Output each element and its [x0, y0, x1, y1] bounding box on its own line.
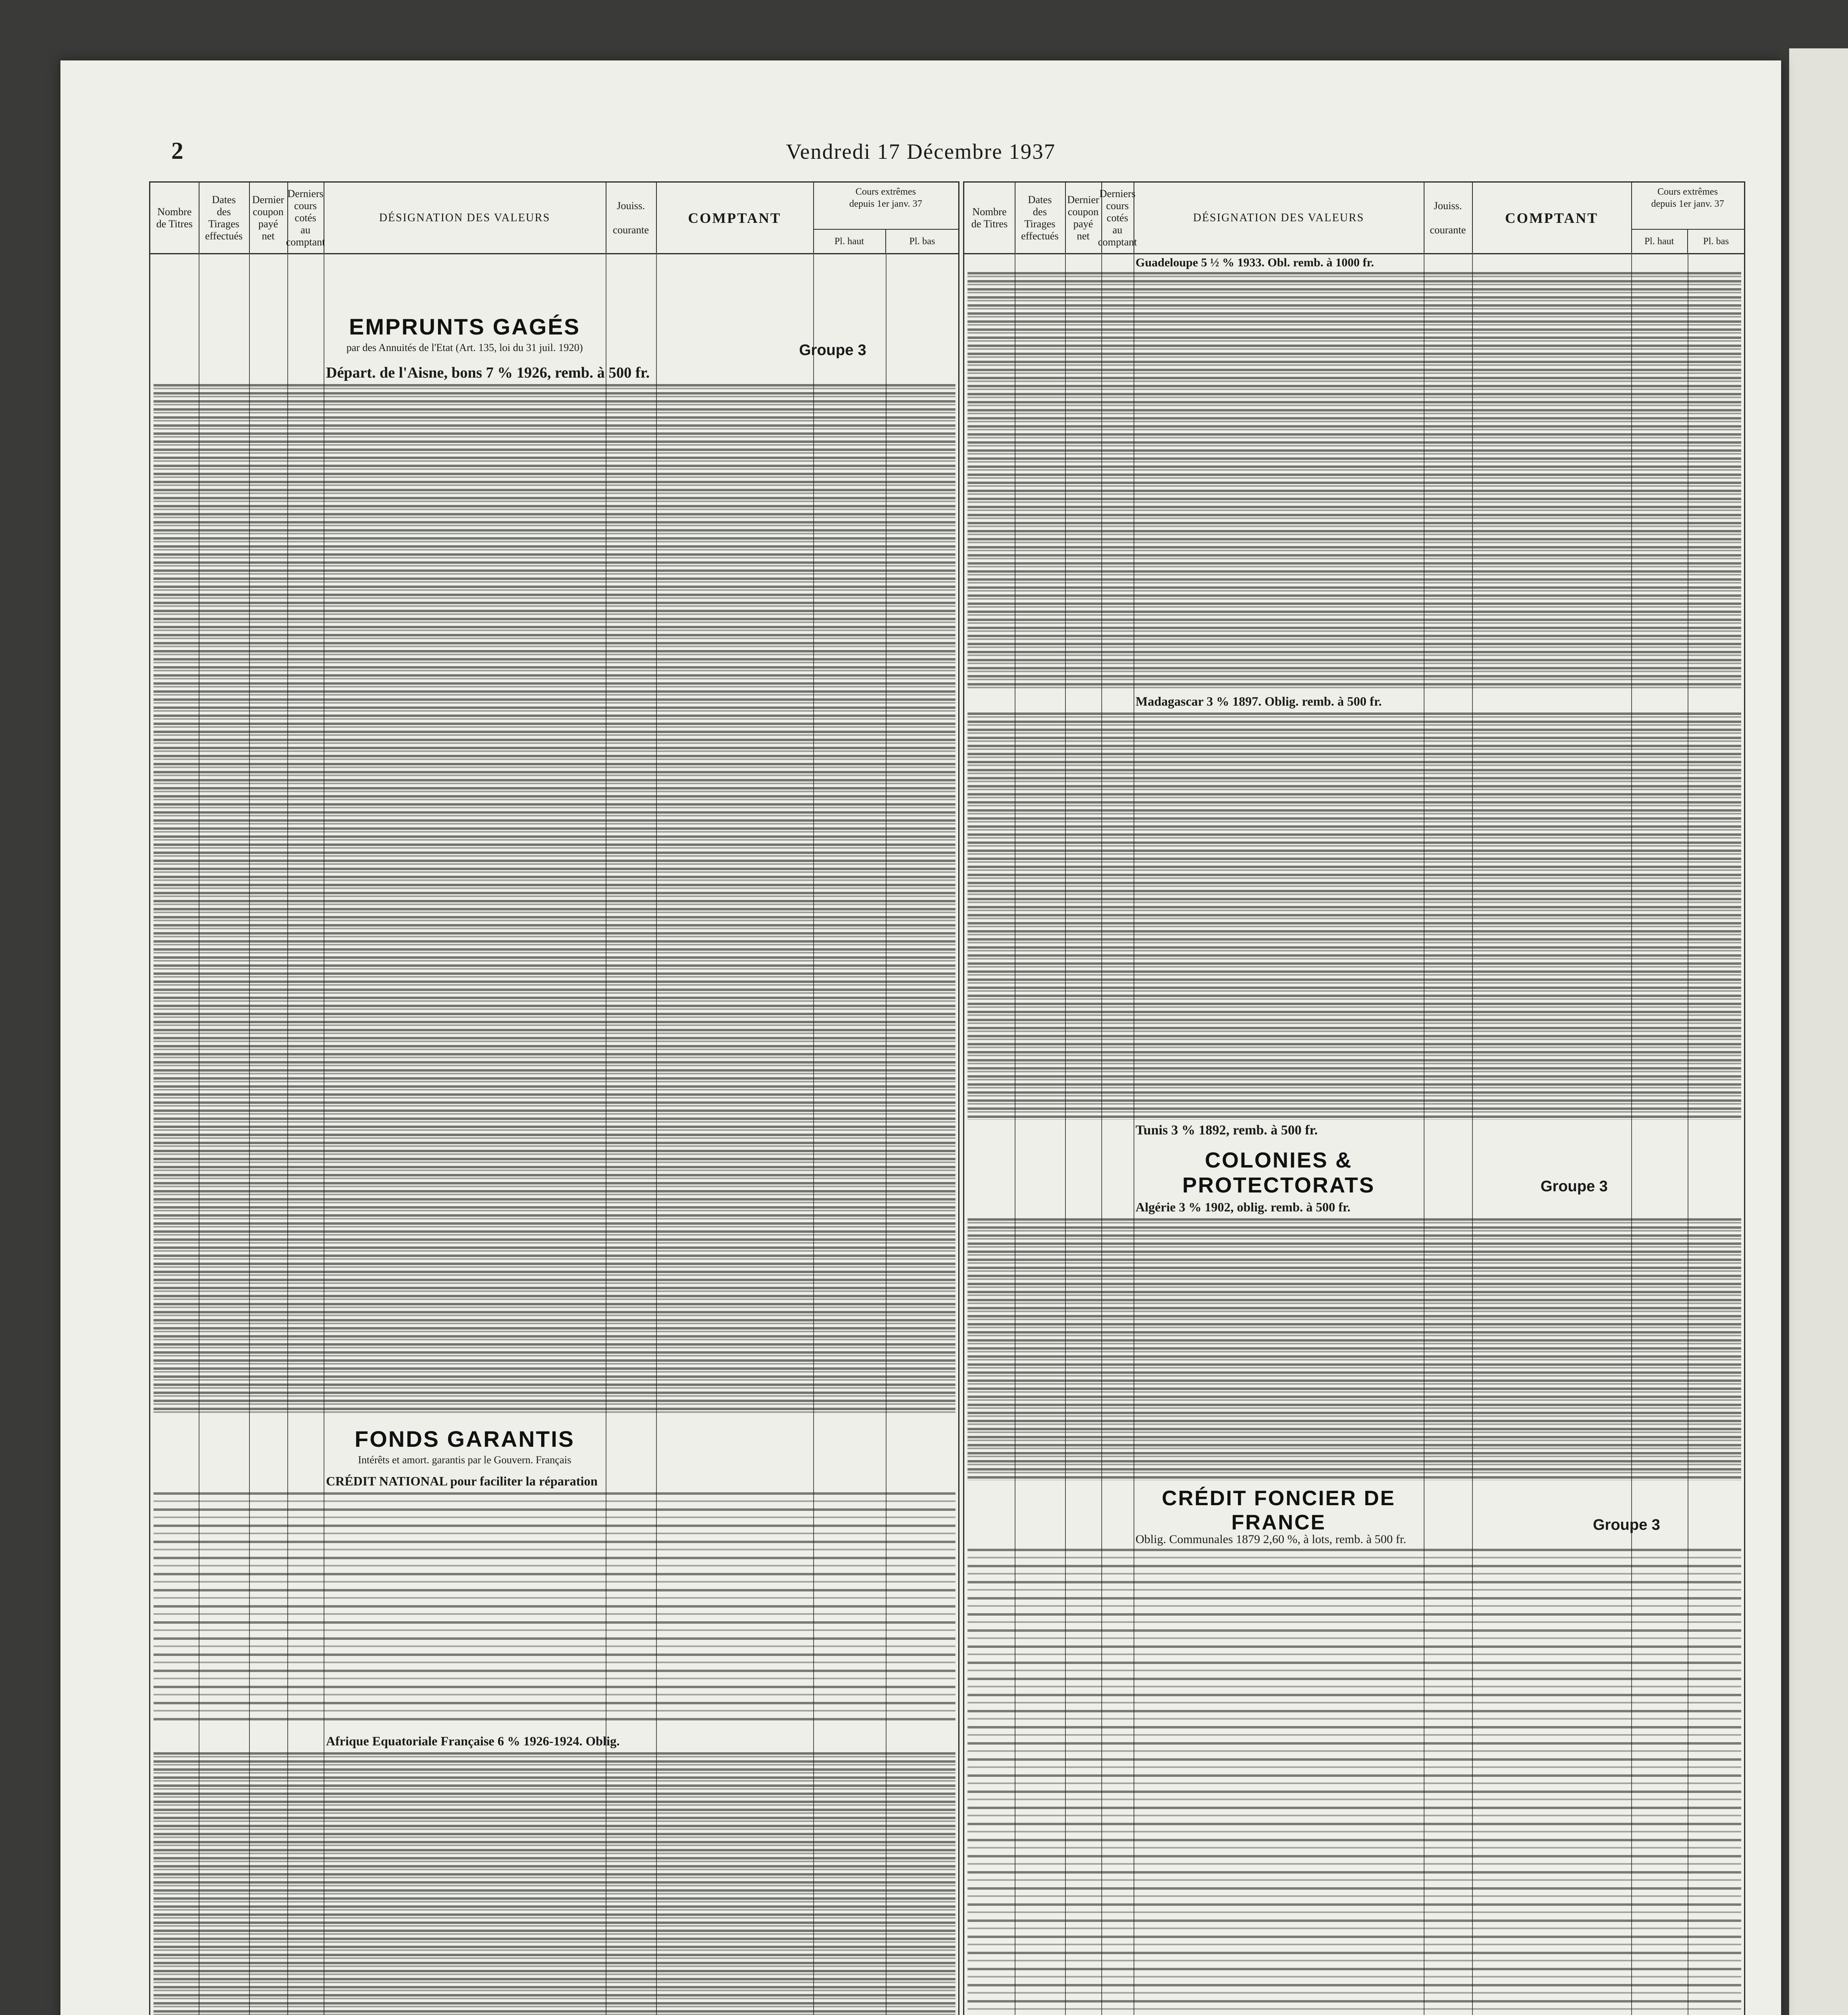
listing-algerie-line: Algérie 3 % 1902, oblig. remb. à 500 fr. [1136, 1200, 1351, 1214]
page-number: 2 [171, 137, 183, 164]
col-derniers-cours: Derniers cours cotés au comptant [287, 183, 324, 253]
col-designation: DÉSIGNATION DES VALEURS [1134, 183, 1424, 253]
col-jouissance: Jouiss. courante [606, 183, 657, 253]
col-plus-haut: Pl. haut [1644, 236, 1674, 247]
listing-rows-guadeloupe-indochine [968, 272, 1741, 691]
right-quotation-table [963, 181, 1745, 2015]
listing-rows-emprunts [154, 384, 955, 1416]
col-comptant: COMPTANT [1472, 183, 1632, 253]
col-cours-extremes-label: Cours extrêmes depuis 1er janv. 37 [849, 187, 922, 209]
page-date: Vendredi 17 Décembre 1937 [786, 139, 1056, 164]
col-dernier-coupon: Dernier coupon payé net [1065, 183, 1102, 253]
right-column-headers [964, 183, 1744, 254]
col-plus-bas: Pl. bas [885, 230, 958, 253]
section-fonds-garantis: FONDS GARANTIS [355, 1426, 575, 1452]
adjacent-page-edge [1789, 48, 1848, 2015]
col-nombre-titres: Nombre de Titres [150, 183, 199, 253]
col-dernier-coupon: Dernier coupon payé net [249, 183, 288, 253]
groupe-label: Groupe 3 [1541, 1178, 1608, 1195]
listing-rows-algerie [968, 1218, 1741, 1480]
listing-rows-madagascar [968, 713, 1741, 1120]
col-plus-bas: Pl. bas [1687, 230, 1744, 253]
section-colonies-protectorats: COLONIES & PROTECTORATS [1182, 1148, 1375, 1197]
listing-first-line: Guadeloupe 5 ½ % 1933. Obl. remb. à 1000 fr. [1136, 256, 1374, 269]
left-quotation-table [149, 181, 959, 2015]
page-header [60, 60, 1781, 177]
left-column-headers [150, 183, 958, 254]
listing-foncier-line: Oblig. Communales 1879 2,60 %, à lots, remb. à 500 fr. [1136, 1533, 1406, 1546]
col-cours-extremes [813, 183, 958, 253]
listing-first-line: Départ. de l'Aisne, bons 7 % 1926, remb. à 500 fr. [326, 364, 650, 381]
col-derniers-cours: Derniers cours cotés au comptant [1101, 183, 1134, 253]
listing-fonds-first-line: CRÉDIT NATIONAL pour faciliter la réparation [326, 1474, 598, 1488]
col-cours-extremes [1631, 183, 1744, 253]
listing-tunis-line: Tunis 3 % 1892, remb. à 500 fr. [1136, 1123, 1318, 1138]
listing-rows-fonds [154, 1492, 955, 1726]
section-credit-foncier: CRÉDIT FONCIER DE FRANCE [1162, 1487, 1395, 1534]
listing-afrique-line: Afrique Equatoriale Française 6 % 1926-1924. Oblig. [326, 1734, 620, 1748]
col-dates-tirages: Dates des Tirages effectués [1015, 183, 1066, 253]
groupe-label: Groupe 3 [1593, 1516, 1660, 1533]
listing-madagascar-line: Madagascar 3 % 1897. Oblig. remb. à 500 fr. [1136, 694, 1382, 708]
col-cours-extremes-label: Cours extrêmes depuis 1er janv. 37 [1651, 187, 1724, 209]
col-jouissance: Jouiss. courante [1424, 183, 1473, 253]
section-emprunts-gages: EMPRUNTS GAGÉS [349, 314, 581, 339]
groupe-label: Groupe 3 [799, 342, 866, 359]
col-nombre-titres: Nombre de Titres [964, 183, 1015, 253]
col-designation: DÉSIGNATION DES VALEURS [324, 183, 606, 253]
extremes-subcolumns [1631, 229, 1744, 253]
listing-rows-colonies [154, 1752, 955, 2015]
section-emprunts-gages-subtitle: par des Annuités de l'Etat (Art. 135, loi du 31 juil. 1920) [346, 342, 583, 353]
newspaper-page [60, 60, 1781, 2015]
col-plus-haut: Pl. haut [834, 236, 864, 247]
col-comptant: COMPTANT [656, 183, 814, 253]
extremes-subcolumns [813, 229, 958, 253]
col-dates-tirages: Dates des Tirages effectués [199, 183, 250, 253]
listing-rows-credit-foncier [968, 1549, 1741, 2015]
section-fonds-garantis-subtitle: Intérêts et amort. garantis par le Gouvern. Français [358, 1454, 571, 1466]
